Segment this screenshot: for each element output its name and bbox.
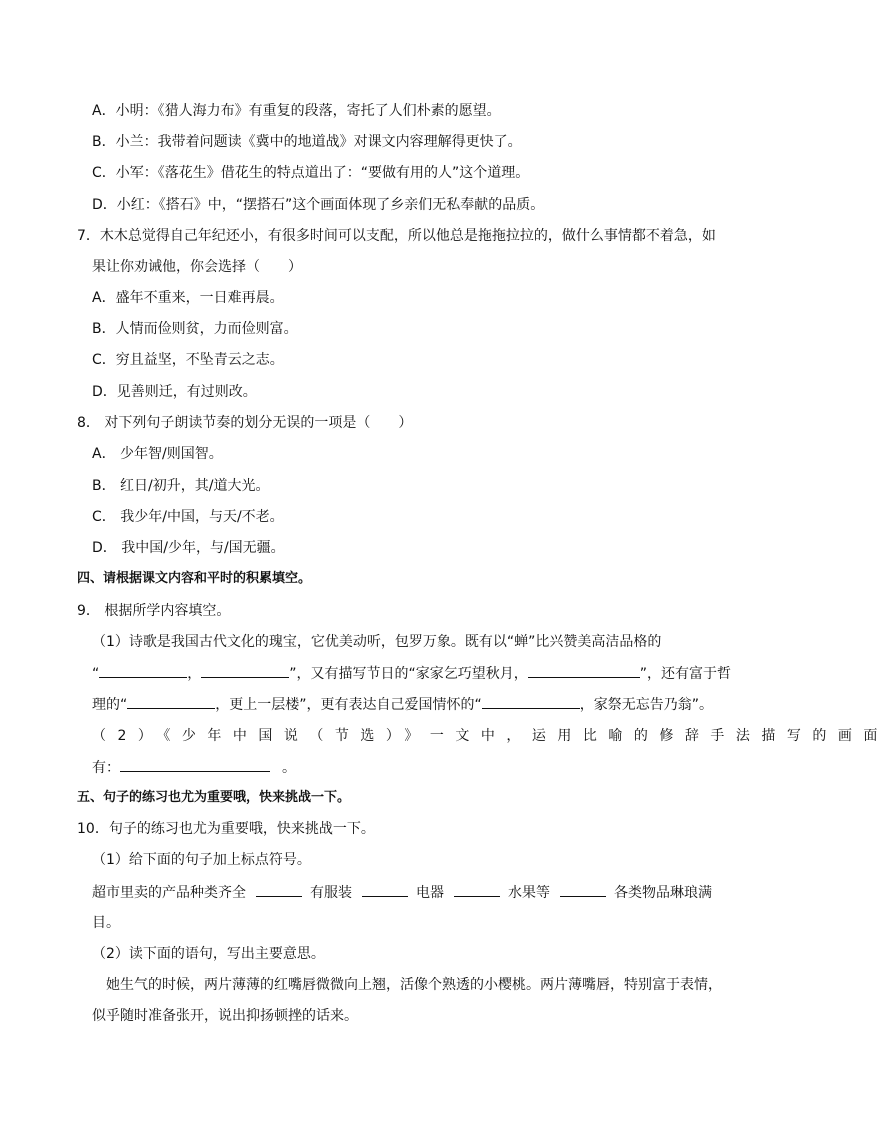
q9-p2-line1: （2）《少年中国说（节选）》一文中，运用比喻的修辞手法描写的画面 (92, 728, 889, 744)
q10-sentence-line1 (92, 882, 712, 903)
q8-option-a: A． 少年智/则国智。 (92, 446, 223, 462)
answer-blank-6[interactable] (120, 757, 270, 772)
q9-p1-line3 (92, 694, 713, 715)
q10-text: 各类物品琳琅满 (614, 885, 712, 901)
q9-text: ”，还有富于哲 (639, 666, 732, 682)
answer-blank-3[interactable] (528, 663, 640, 678)
q10-text: 超市里卖的产品种类齐全 (92, 885, 246, 901)
q6-option-c: C．小军：《落花生》借花生的特点道出了：“要做有用的人”这个道理。 (92, 165, 530, 181)
q6-option-d: D．小红：《搭石》中，“摆搭石”这个画面体现了乡亲们无私奉献的品质。 (92, 197, 545, 213)
q10-stem: 10．句子的练习也尤为重要哦，快来挑战一下。 (77, 821, 375, 837)
q9-text: ，更上一层楼”，更有表达自己爱国情怀的“ (215, 697, 482, 713)
q10-p1: （1）给下面的句子加上标点符号。 (92, 852, 311, 868)
q8-option-d: D． 我中国/少年，与/国无疆。 (92, 540, 285, 556)
q10-sentence-line2: 目。 (92, 915, 120, 931)
answer-blank-2[interactable] (201, 663, 289, 678)
section-5-heading: 五、句子的练习也尤为重要哦，快来挑战一下。 (77, 790, 351, 805)
answer-blank-4[interactable] (127, 694, 215, 709)
q9-p1-line1: （1）诗歌是我国古代文化的瑰宝，它优美动听，包罗万象。既有以“蝉”比兴赞美高洁品格的 (92, 634, 662, 650)
punctuation-blank-4[interactable] (560, 882, 606, 897)
q8-stem: 8． 对下列句子朗读节奏的划分无误的一项是（ ） (77, 415, 413, 431)
q9-text: 有： (92, 760, 120, 776)
q10-passage-line2: 似乎随时准备张开，说出抑扬顿挫的话来。 (92, 1008, 358, 1024)
q7-option-c: C．穷且益坚，不坠青云之志。 (92, 352, 284, 368)
q9-stem: 9． 根据所学内容填空。 (77, 603, 231, 619)
q10-text: 水果等 (508, 885, 550, 901)
q7-stem-line1: 7．木木总觉得自己年纪还小，有很多时间可以支配，所以他总是拖拖拉拉的，做什么事情都不着急，如 (77, 228, 716, 244)
punctuation-blank-1[interactable] (256, 882, 302, 897)
q6-option-b: B．小兰：我带着问题读《冀中的地道战》对课文内容理解得更快了。 (92, 134, 522, 150)
q10-text: 电器 (416, 885, 444, 901)
q10-text: 有服装 (310, 885, 352, 901)
q9-p1-line2 (92, 663, 731, 684)
q7-option-d: D．见善则迁，有过则改。 (92, 384, 257, 400)
punctuation-blank-2[interactable] (362, 882, 408, 897)
q9-text: 理的“ (92, 697, 128, 713)
q6-option-a: A．小明：《猎人海力布》有重复的段落，寄托了人们朴素的愿望。 (92, 103, 501, 119)
q9-text: ”，又有描写节日的“家家乞巧望秋月， (289, 666, 528, 682)
punctuation-blank-3[interactable] (454, 882, 500, 897)
q8-option-b: B． 红日/初升，其/道大光。 (92, 478, 270, 494)
answer-blank-5[interactable] (482, 694, 580, 709)
q9-p2-line2 (92, 757, 296, 778)
q7-option-a: A．盛年不重来，一日难再晨。 (92, 290, 284, 306)
q9-text: 。 (282, 760, 296, 776)
q7-stem-line2: 果让你劝诫他，你会选择（ ） (92, 259, 302, 275)
q8-option-c: C． 我少年/中国，与天/不老。 (92, 509, 284, 525)
q10-passage-line1: 她生气的时候，两片薄薄的红嘴唇微微向上翘，活像个熟透的小樱桃。两片薄嘴唇，特别富于表情， (106, 977, 722, 993)
q9-text: ， (187, 666, 202, 682)
q10-p2: （2）读下面的语句，写出主要意思。 (92, 946, 325, 962)
q7-option-b: B．人情而俭则贫，力而俭则富。 (92, 321, 298, 337)
answer-blank-1[interactable] (99, 663, 187, 678)
q9-text: “ (92, 666, 100, 682)
section-4-heading: 四、请根据课文内容和平时的积累填空。 (77, 571, 312, 586)
q9-text: ，家祭无忘告乃翁”。 (579, 697, 714, 713)
